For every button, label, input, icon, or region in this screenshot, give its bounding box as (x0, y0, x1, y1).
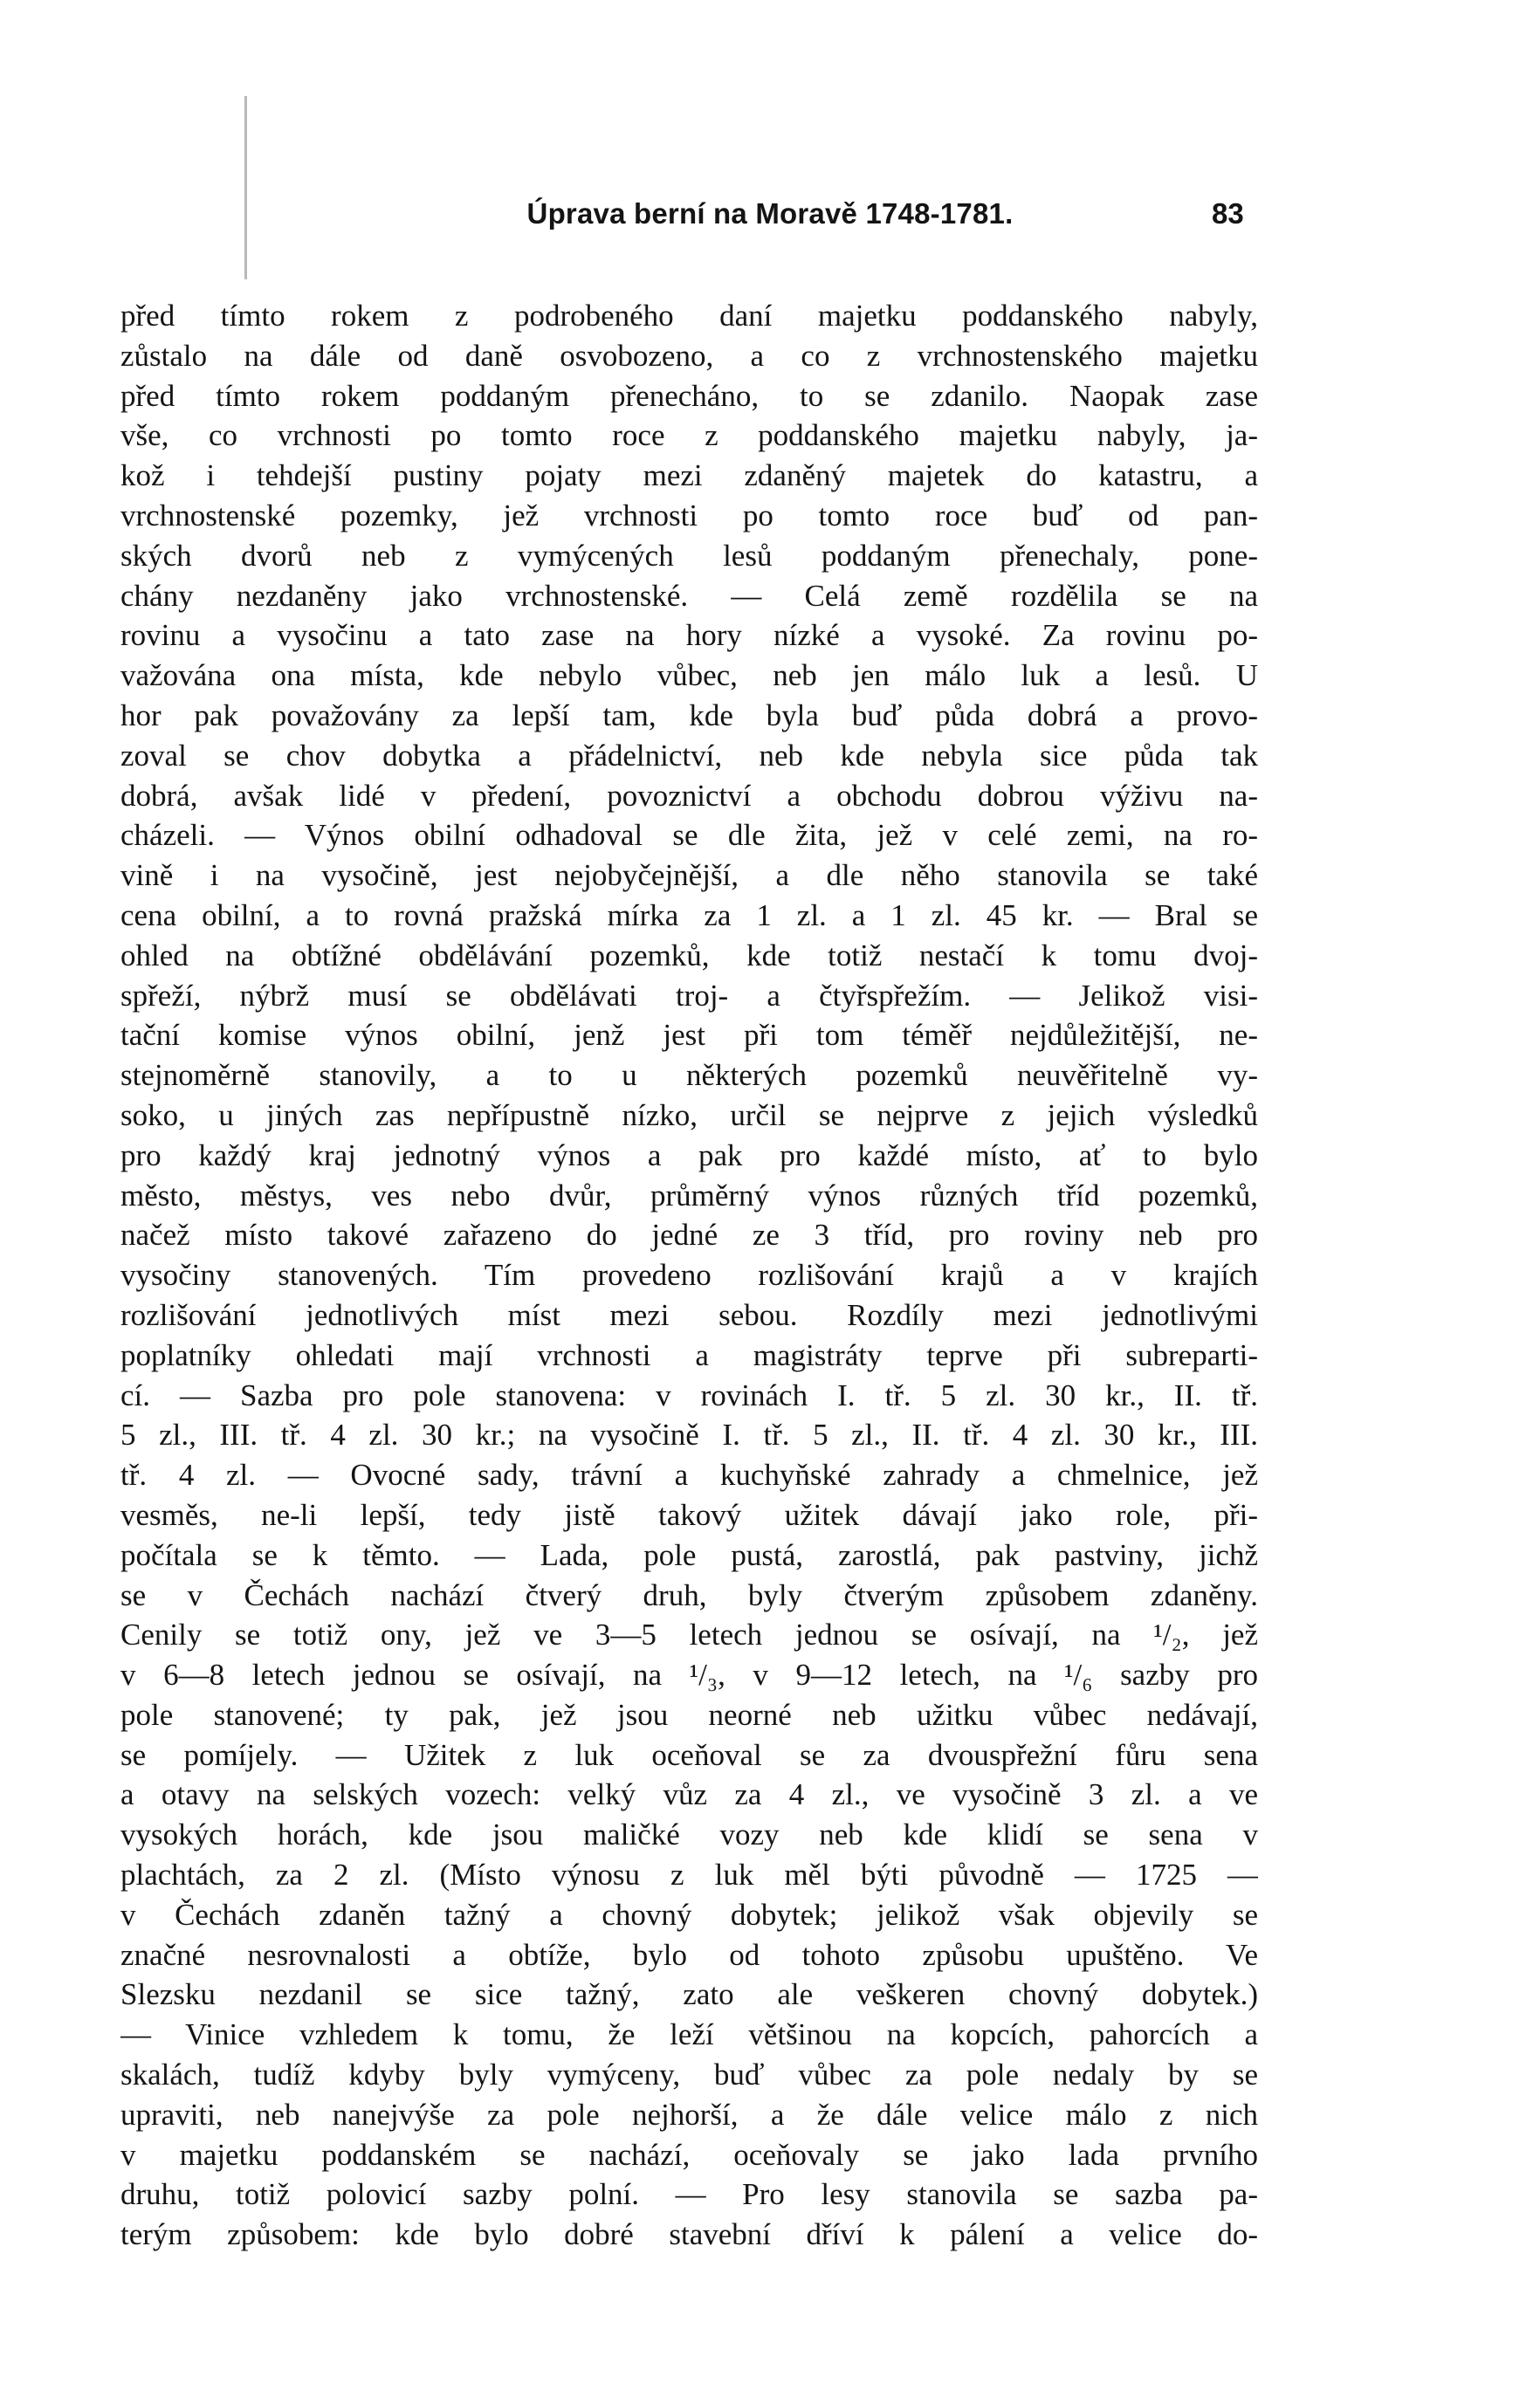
text-line: poplatníky ohledati mají vrchnosti a magistráty teprve při subreparti- (120, 1337, 1258, 1372)
text-line: Slezsku nezdanil se sice tažný, zato ale veškeren chovný dobytek.) (120, 1977, 1258, 2012)
text-line: zůstalo na dále od daně osvobozeno, a co z vrchnostenského majetku (120, 338, 1258, 373)
text-line: Cenily se totiž ony, jež ve 3—5 letech jednou se osívají, na ¹/₂, jež (120, 1618, 1258, 1652)
page-number: 83 (1212, 197, 1244, 230)
text-line: značné nesrovnalosti a obtíže, bylo od tohoto způsobu upuštěno. Ve (120, 1937, 1258, 1972)
text-line: spřeží, nýbrž musí se obdělávati troj- a čtyřspřežím. — Jelikož visi- (120, 978, 1258, 1013)
text-line: chány nezdaněny jako vrchnostenské. — Celá země rozdělila se na (120, 578, 1258, 613)
text-line: cházeli. — Výnos obilní odhadoval se dle žita, jež v celé zemi, na ro- (120, 818, 1258, 853)
text-line: v 6—8 letech jednou se osívají, na ¹/₃, v 9—12 letech, na ¹/₆ sazby pro (120, 1658, 1258, 1693)
text-line: vrchnostenské pozemky, jež vrchnosti po tomto roce buď od pan- (120, 498, 1258, 532)
text-line: skalách, tudíž kdyby byly vymýceny, buď vůbec za pole nedaly by se (120, 2058, 1258, 2092)
body-text (120, 296, 1258, 2255)
text-line: se v Čechách nachází čtverý druh, byly čtverým způsobem zdaněny. (120, 1577, 1258, 1612)
text-line: ských dvorů neb z vymýcených lesů poddaným přenechaly, pone- (120, 538, 1258, 573)
text-line: počítala se k těmto. — Lada, pole pustá, zarostlá, pak pastviny, jichž (120, 1537, 1258, 1572)
text-line: v majetku poddanském se nachází, oceňovaly se jako lada prvního (120, 2137, 1258, 2172)
text-line: v Čechách zdaněn tažný a chovný dobytek; jelikož však objevily se (120, 1897, 1258, 1932)
text-line: před tímto rokem z podrobeného daní majetku poddanského nabyly, (120, 299, 1258, 333)
text-line: hor pak považovány za lepší tam, kde byla buď půda dobrá a provo- (120, 697, 1258, 732)
text-line: tační komise výnos obilní, jenž jest při tom téměř nejdůležitější, ne- (120, 1018, 1258, 1053)
text-line: upraviti, neb nanejvýše za pole nejhorší, a že dále velice málo z nich (120, 2097, 1258, 2132)
page-edge-shadow (244, 96, 247, 279)
text-line: tř. 4 zl. — Ovocné sady, trávní a kuchyňské zahrady a chmelnice, jež (120, 1458, 1258, 1493)
text-line: rovinu a vysočinu a tato zase na hory nízké a vysoké. Za rovinu po- (120, 618, 1258, 653)
text-line: vše, co vrchnosti po tomto roce z poddanského majetku nabyly, ja- (120, 418, 1258, 453)
running-header-title: Úprava berní na Moravě 1748-1781. (526, 197, 1014, 230)
text-line: — Vinice vzhledem k tomu, že leží většinou na kopcích, pahorcích a (120, 2017, 1258, 2052)
text-line: a otavy na selských vozech: velký vůz za 4 zl., ve vysočině 3 zl. a ve (120, 1777, 1258, 1812)
text-line: zoval se chov dobytka a přádelnictví, neb kde nebyla sice půda tak (120, 738, 1258, 773)
text-line: dobrá, avšak lidé v předení, povoznictví a obchodu dobrou výživu na- (120, 778, 1258, 813)
text-line: cena obilní, a to rovná pražská mírka za 1 zl. a 1 zl. 45 kr. — Bral se (120, 897, 1258, 932)
text-line: soko, u jiných zas nepřípustně nízko, určil se nejprve z jejich výsledků (120, 1097, 1258, 1132)
text-line: važována ona místa, kde nebylo vůbec, neb jen málo luk a lesů. U (120, 658, 1258, 693)
text-line: před tímto rokem poddaným přenecháno, to se zdanilo. Naopak zase (120, 378, 1258, 413)
text-line: 5 zl., III. tř. 4 zl. 30 kr.; na vysočině I. tř. 5 zl., II. tř. 4 zl. 30 kr., III. (120, 1418, 1258, 1453)
text-line: ohled na obtížné obdělávání pozemků, kde totiž nestačí k tomu dvoj- (120, 938, 1258, 972)
text-line: cí. — Sazba pro pole stanovena: v rovinách I. tř. 5 zl. 30 kr., II. tř. (120, 1377, 1258, 1412)
text-line: kož i tehdejší pustiny pojaty mezi zdaněný majetek do katastru, a (120, 458, 1258, 493)
text-line: vysočiny stanovených. Tím provedeno rozlišování krajů a v krajích (120, 1258, 1258, 1293)
text-line: pro každý kraj jednotný výnos a pak pro každé místo, ať to bylo (120, 1137, 1258, 1172)
text-line: terým způsobem: kde bylo dobré stavební dříví k pálení a velice do- (120, 2217, 1258, 2252)
text-line: vesměs, ne-li lepší, tedy jistě takový užitek dávají jako role, při- (120, 1497, 1258, 1532)
text-line: pole stanovené; ty pak, jež jsou neorné neb užitku vůbec nedávají, (120, 1697, 1258, 1732)
text-line: vině i na vysočině, jest nejobyčejnější, a dle něho stanovila se také (120, 858, 1258, 893)
text-line: se pomíjely. — Užitek z luk oceňoval se za dvouspřežní fůru sena (120, 1737, 1258, 1772)
text-line: plachtách, za 2 zl. (Místo výnosu z luk měl býti původně — 1725 — (120, 1858, 1258, 1893)
text-line: vysokých horách, kde jsou maličké vozy neb kde klidí se sena v (120, 1817, 1258, 1852)
text-line: stejnoměrně stanovily, a to u některých pozemků neuvěřitelně vy- (120, 1058, 1258, 1093)
text-line: město, městys, ves nebo dvůr, průměrný výnos různých tříd pozemků, (120, 1178, 1258, 1213)
text-line: druhu, totiž polovicí sazby polní. — Pro lesy stanovila se sazba pa- (120, 2177, 1258, 2212)
text-line: načež místo takové zařazeno do jedné ze 3 tříd, pro roviny neb pro (120, 1218, 1258, 1253)
text-line: rozlišování jednotlivých míst mezi sebou. Rozdíly mezi jednotlivými (120, 1297, 1258, 1332)
